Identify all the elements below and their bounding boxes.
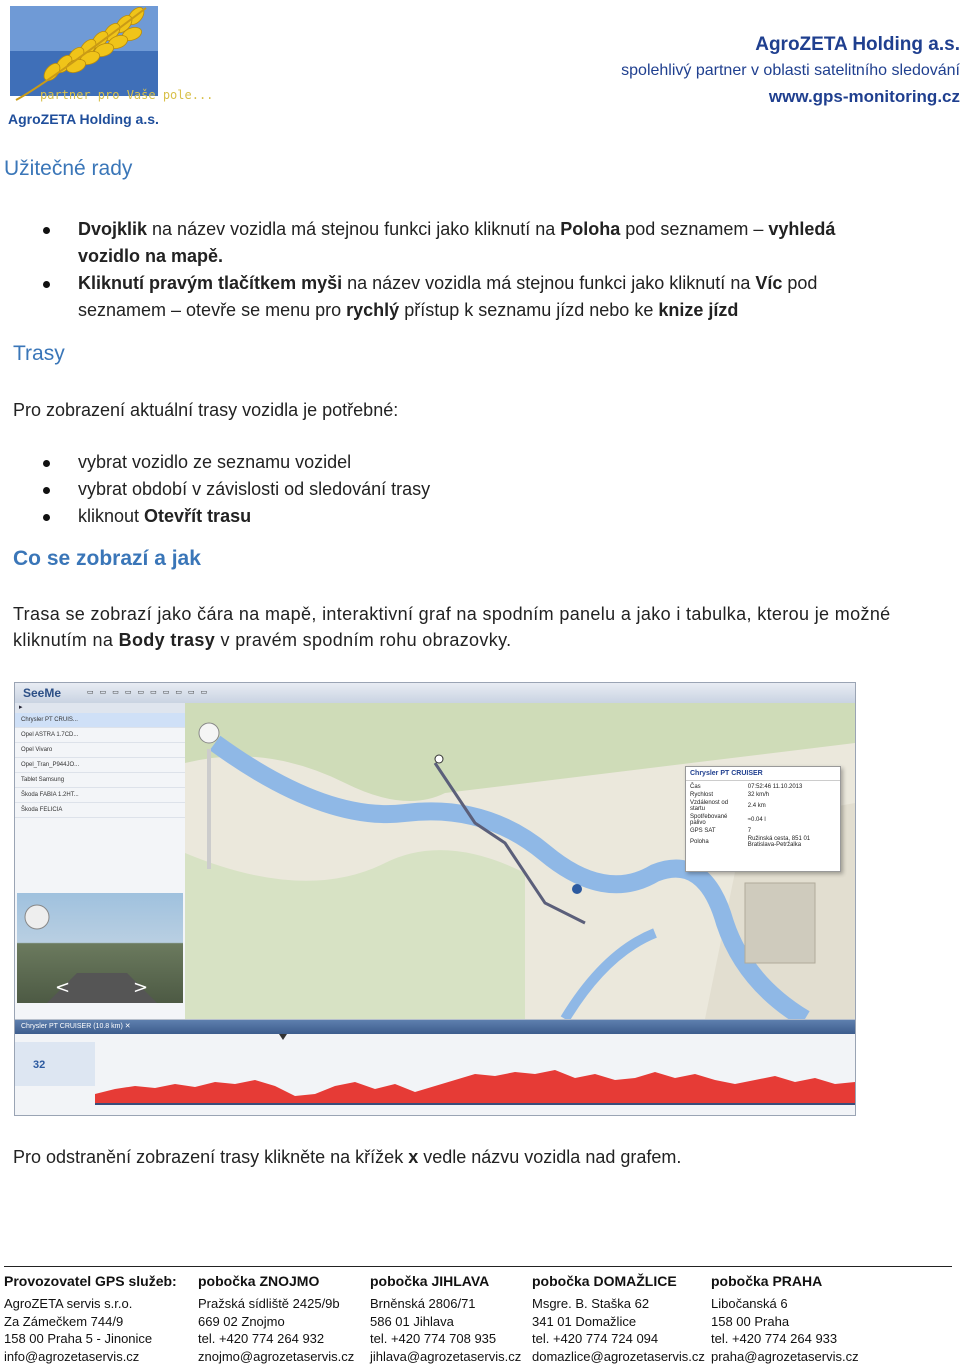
header-website-link[interactable]: www.gps-monitoring.cz (768, 87, 960, 106)
popup-key: Rychlost (690, 792, 714, 798)
app-screenshot (14, 682, 856, 1116)
footer-email-link[interactable]: jihlava@agrozetaservis.cz (370, 1348, 522, 1364)
footer-heading: pobočka JIHLAVA (370, 1273, 490, 1289)
footer-email-link[interactable]: domazlice@agrozetaservis.cz (532, 1348, 705, 1364)
svg-text:<: < (55, 977, 71, 998)
popup-key: GPS SAT (690, 828, 716, 834)
footer-line: Libočanská 6 (711, 1296, 788, 1311)
footer-line: 158 00 Praha 5 - Jinonice (4, 1331, 153, 1346)
display-line2-bold: Body trasy (118, 630, 216, 650)
footer-column-praha (711, 1272, 859, 1365)
footer-heading: pobočka ZNOJMO (198, 1273, 320, 1289)
tip-text: na název vozidla má stejnou funkci jako kliknutí na (342, 273, 756, 293)
footer-line: AgroZETA servis s.r.o. (4, 1296, 133, 1311)
route-step (44, 449, 644, 476)
removal-bold: x (408, 1147, 419, 1167)
footer-column-jihlava (370, 1272, 521, 1365)
speed-graph-title-text: Chrysler PT CRUISER (10.8 km) (21, 1023, 123, 1030)
vehicle-panel (15, 703, 186, 1019)
footer-line: 586 01 Jihlava (370, 1313, 454, 1329)
tips-heading: Užitečné rady (4, 157, 133, 180)
popup-table (690, 783, 836, 849)
tip-text: seznamem – otevře se menu pro (78, 300, 347, 320)
route-map[interactable] (185, 703, 855, 1019)
speed-graph-title (15, 1020, 856, 1034)
footer-line: 158 00 Praha (711, 1313, 790, 1329)
vehicle-row[interactable]: Opel ASTRA 1.7CD... (15, 728, 185, 743)
tip-bold: Dvojklik (78, 219, 148, 239)
speed-readout: 32 (33, 1059, 46, 1071)
logo-company-name: AgroZETA Holding a.s. (8, 111, 159, 127)
tip-bold: vyhledá (768, 219, 836, 239)
tip-bold: Víc (755, 273, 783, 293)
route-step-text: kliknout (78, 506, 145, 526)
footer-line: Pražská sídliště 2425/9b (198, 1296, 340, 1311)
display-heading: Co se zobrazí a jak (13, 547, 201, 570)
footer-line: 669 02 Znojmo (198, 1313, 285, 1329)
tip-bold: rychlý (346, 300, 400, 320)
popup-title: Chrysler PT CRUISER (686, 767, 840, 781)
popup-value: 2.4 km (747, 803, 766, 809)
tip-bold: Kliknutí pravým tlačítkem myši (78, 273, 343, 293)
street-view-compass-icon (17, 893, 183, 1003)
routes-heading: Trasy (13, 342, 65, 365)
footer-heading: pobočka PRAHA (711, 1273, 823, 1289)
popup-value: ≈0.04 l (747, 817, 766, 823)
tip-bold: vozidlo na mapě. (78, 246, 224, 266)
header-company: AgroZETA Holding a.s. (755, 34, 960, 55)
removal-text: vedle názvu vozidla nad grafem. (418, 1147, 682, 1167)
display-paragraph (13, 601, 953, 653)
app-toolbar (15, 683, 855, 703)
routes-steps (44, 449, 644, 530)
footer-line: tel. +420 774 724 094 (532, 1331, 659, 1346)
tip-text: pod (782, 273, 818, 293)
footer-divider (4, 1266, 952, 1267)
display-line1: Trasa se zobrazí jako čára na mapě, interaktivní graf na spodním panelu a jako i tabulka, kterou je možné (13, 604, 891, 624)
header-tagline: spolehlivý partner v oblasti satelitního sledování (621, 62, 960, 79)
footer-email-link[interactable]: praha@agrozetaservis.cz (711, 1348, 859, 1364)
vehicle-row[interactable]: Škoda FELICIA (15, 803, 185, 818)
vehicle-row[interactable]: Škoda FABIA 1.2HT... (15, 788, 185, 803)
footer-heading: Provozovatel GPS služeb: (4, 1273, 177, 1289)
route-step-text: vybrat vozidlo ze seznamu vozidel (78, 452, 352, 472)
tip-bold: Poloha (560, 219, 621, 239)
display-line2-text: kliknutím na (13, 630, 119, 650)
tip-text: přístup k seznamu jízd nebo ke (399, 300, 659, 320)
footer-column-domazlice (532, 1272, 705, 1365)
tip-item (44, 216, 924, 270)
routes-intro: Pro zobrazení aktuální trasy vozidla je potřebné: (13, 400, 399, 420)
logo-tagline: partner pro Vaše pole... (40, 88, 214, 102)
svg-text:>: > (133, 977, 149, 998)
speed-graph-panel[interactable] (15, 1019, 855, 1116)
popup-key: Spotřebované palivo (690, 814, 728, 826)
footer-line: 341 01 Domažlice (532, 1313, 637, 1329)
tip-text: na název vozidla má stejnou funkci jako kliknutí na (147, 219, 561, 239)
popup-value: 07:52:46 11.10.2013 (747, 784, 803, 790)
app-tabs: ▭ ▭ ▭ ▭ ▭ ▭ ▭ ▭ ▭ ▭ (87, 689, 208, 696)
vehicle-row[interactable]: Opel_Tran_P944JO... (15, 758, 185, 773)
popup-value: 7 (747, 828, 752, 834)
route-step (44, 503, 644, 530)
speed-graph (15, 1034, 855, 1116)
popup-value: 32 km/h (747, 792, 770, 798)
tips-list (44, 216, 924, 324)
vehicle-row[interactable]: Chrysler PT CRUIS... (15, 713, 185, 728)
popup-key: Vzdálenost od startu (690, 800, 729, 812)
route-step-bold: Otevřít trasu (144, 506, 252, 526)
vehicle-info-popup (685, 766, 841, 872)
popup-value: Ružinská cesta, 851 01 Bratislava-Petržalka (747, 836, 811, 848)
street-view[interactable] (17, 893, 183, 1003)
tip-text: pod seznamem – (620, 219, 769, 239)
route-step-text: vybrat období v závislosti od sledování trasy (78, 479, 431, 499)
footer-line: tel. +420 774 264 932 (198, 1331, 325, 1346)
close-route-icon[interactable]: ✕ (124, 1023, 131, 1030)
footer-email-link[interactable]: znojmo@agrozetaservis.cz (198, 1348, 355, 1364)
vehicle-panel-header: ▸ (15, 703, 185, 713)
vehicle-row[interactable]: Opel Vivaro (15, 743, 185, 758)
footer-line: Brněnská 2806/71 (370, 1296, 476, 1311)
popup-key: Čas (690, 784, 701, 790)
footer-line: Za Zámečkem 744/9 (4, 1313, 124, 1329)
tip-bold: knize jízd (658, 300, 739, 320)
tip-item (44, 270, 924, 324)
removal-note (13, 1144, 681, 1170)
footer-line: tel. +420 774 708 935 (370, 1331, 497, 1346)
app-logo: SeeMe (23, 686, 62, 700)
footer-email-link[interactable]: info@agrozetaservis.cz (4, 1348, 140, 1364)
header-contact (621, 32, 960, 110)
footer-column-znojmo (198, 1272, 354, 1365)
display-line2-text: v pravém spodním rohu obrazovky. (215, 630, 512, 650)
footer-column-provider (4, 1272, 177, 1365)
removal-text: Pro odstranění zobrazení trasy klikněte na křížek (13, 1147, 409, 1167)
route-step (44, 476, 644, 503)
footer-line: tel. +420 774 264 933 (711, 1331, 838, 1346)
footer-heading: pobočka DOMAŽLICE (532, 1273, 677, 1289)
popup-key: Poloha (690, 839, 709, 845)
vehicle-row[interactable]: Tablet Samsung (15, 773, 185, 788)
footer-line: Msgre. B. Staška 62 (532, 1296, 650, 1311)
